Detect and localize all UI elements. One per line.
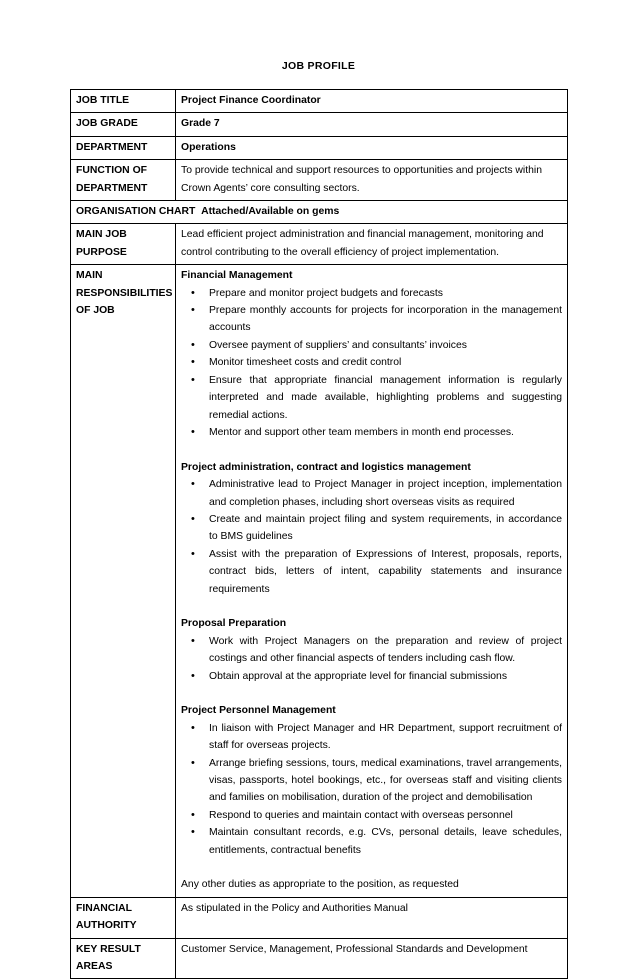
list-item: • In liaison with Project Manager and HR Department, support recruitment of staff for overseas projects. <box>181 720 562 755</box>
list-item: • Monitor timesheet costs and credit control <box>181 354 562 371</box>
responsibilities-bullet-list <box>181 720 562 859</box>
list-item: • Create and maintain project filing and system requirements, in accordance to BMS guidelines <box>181 511 562 546</box>
row-label-line-2: PURPOSE <box>76 246 127 258</box>
row-label-line-2: RESPONSIBILITIES <box>76 287 173 299</box>
table-row-financial-authority <box>71 897 568 938</box>
row-value-organisation-chart: Attached/Available on gems <box>201 206 340 218</box>
row-value-job-grade: Grade 7 <box>176 113 568 136</box>
row-value-department: Operations <box>176 136 568 159</box>
list-item: • Prepare and monitor project budgets and forecasts <box>181 285 562 302</box>
row-value-financial-authority: As stipulated in the Policy and Authorities Manual <box>176 897 568 938</box>
responsibilities-bullet-list <box>181 285 562 442</box>
section-spacer <box>181 685 562 702</box>
list-item: • Oversee payment of suppliers’ and consultants’ invoices <box>181 337 562 354</box>
list-item: • Arrange briefing sessions, tours, medical examinations, travel arrangements, visas, passports, hotel bookings, etc., for overseas staff and visiting clients and families on mobilisation, duration of the project and demobilisation <box>181 755 562 807</box>
row-label-line-1: MAIN JOB <box>76 229 127 241</box>
row-label-financial-authority <box>71 897 176 938</box>
list-item: • Mentor and support other team members in month end processes. <box>181 424 562 441</box>
table-row-key-result-areas <box>71 938 568 979</box>
row-label-line-2: AUTHORITY <box>76 920 137 932</box>
row-label-line-1: FINANCIAL <box>76 902 132 914</box>
list-item: • Ensure that appropriate financial management information is regularly interpreted and made available, highlighting problems and suggesting remedial actions. <box>181 372 562 424</box>
responsibilities-section-heading: Project administration, contract and logistics management <box>181 461 471 473</box>
row-label-key-result-areas: KEY RESULT AREAS <box>71 938 176 979</box>
list-item: • Obtain approval at the appropriate level for financial submissions <box>181 668 562 685</box>
job-profile-table <box>70 89 568 979</box>
table-row-department <box>71 136 568 159</box>
list-item: • Prepare monthly accounts for projects for incorporation in the management accounts <box>181 302 562 337</box>
row-label-line-1: MAIN <box>76 270 103 282</box>
responsibilities-section-heading: Financial Management <box>181 270 293 282</box>
row-value-main-job-purpose: Lead efficient project administration and financial management, monitoring and control contributing to the overall efficiency of project implementation. <box>176 224 568 265</box>
row-label-department: DEPARTMENT <box>71 136 176 159</box>
row-value-main-responsibilities <box>176 265 568 898</box>
page-title: JOB PROFILE <box>281 60 356 72</box>
responsibilities-body <box>181 267 562 859</box>
list-item: • Respond to queries and maintain contact with overseas personnel <box>181 807 562 824</box>
table-row-job-grade <box>71 113 568 136</box>
spacer <box>181 859 562 876</box>
row-label-organisation-chart: ORGANISATION CHART <box>76 206 196 218</box>
list-item: • Administrative lead to Project Manager in project inception, implementation and completion phases, including short overseas visits as required <box>181 476 562 511</box>
table-row-main-responsibilities <box>71 265 568 898</box>
responsibilities-bullet-list <box>181 476 562 598</box>
responsibilities-section-heading: Proposal Preparation <box>181 618 287 630</box>
row-label-line-2: DEPARTMENT <box>76 182 148 194</box>
list-item: • Work with Project Managers on the preparation and review of project costings and other financial aspects of tenders including cash flow. <box>181 633 562 668</box>
section-spacer <box>181 441 562 458</box>
list-item: • Assist with the preparation of Expressions of Interest, proposals, reports, contract bids, letters of intent, capability statements and insurance requirements <box>181 546 562 598</box>
row-label-line-3: OF JOB <box>76 305 115 317</box>
row-value-job-title: Project Finance Coordinator <box>176 90 568 113</box>
responsibilities-bullet-list <box>181 633 562 685</box>
row-label-main-responsibilities <box>71 265 176 898</box>
row-label-job-grade: JOB GRADE <box>71 113 176 136</box>
table-row-function-of-department <box>71 160 568 201</box>
row-label-main-job-purpose <box>71 224 176 265</box>
row-label-job-title: JOB TITLE <box>71 90 176 113</box>
section-spacer <box>181 598 562 615</box>
table-row-main-job-purpose <box>71 224 568 265</box>
table-row-job-title <box>71 90 568 113</box>
list-item: • Maintain consultant records, e.g. CVs, personal details, leave schedules, entitlements, contractual benefits <box>181 824 562 859</box>
row-value-function-of-department: To provide technical and support resources to opportunities and projects within Crown Agents’ core consulting sectors. <box>176 160 568 201</box>
row-organisation-chart <box>71 201 568 224</box>
responsibilities-section-heading: Project Personnel Management <box>181 705 336 717</box>
table-row-organisation-chart <box>71 201 568 224</box>
row-label-line-1: FUNCTION OF <box>76 165 147 177</box>
closing-note: Any other duties as appropriate to the position, as requested <box>181 879 459 891</box>
row-label-function-of-department <box>71 160 176 201</box>
row-value-key-result-areas: Customer Service, Management, Professional Standards and Development <box>176 938 568 979</box>
